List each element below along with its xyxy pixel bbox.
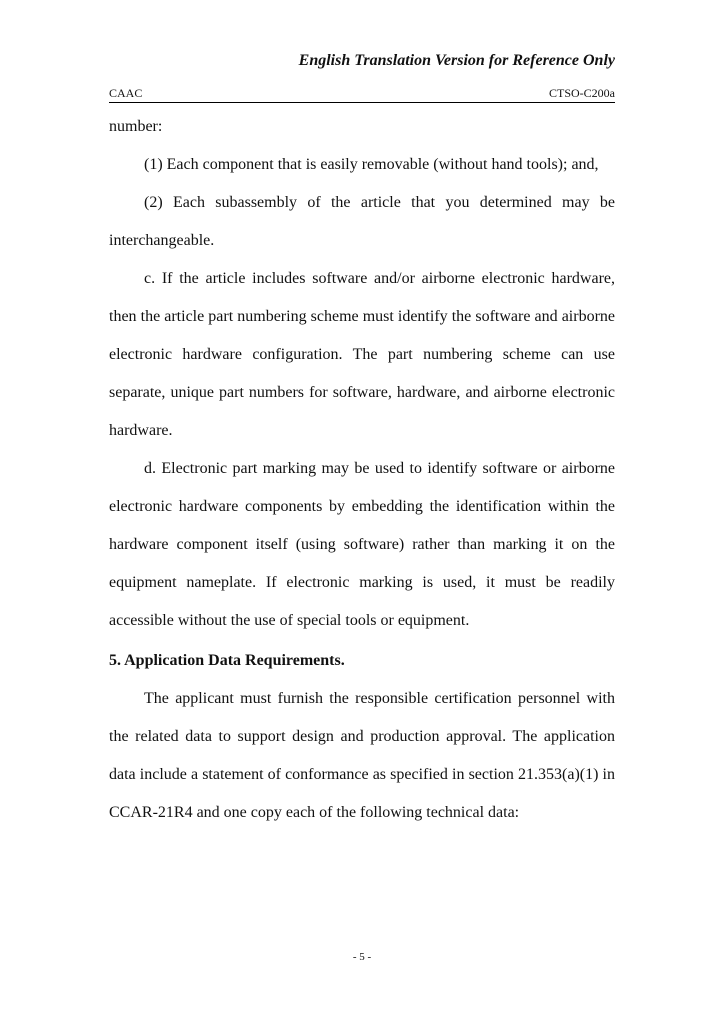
paragraph-c: c. If the article includes software and/or airborne electronic hardware, then the article part numbering scheme must identify the software and airborne electronic hardware configuration. The part numbering scheme can use separate, unique part numbers for software, hardware, and airborne electronic hardware. [109, 270, 615, 439]
section-heading: 5. Application Data Requirements. [109, 652, 345, 669]
header-organization: CAAC [109, 86, 143, 100]
paragraph-application-data: The applicant must furnish the responsible certification personnel with the related data to support design and production approval. The application data include a statement of conformance as specified in section 21.353(a)(1) in CCAR-21R4 and one copy each of the following technical data: [109, 690, 615, 821]
paragraph-d: d. Electronic part marking may be used to identify software or airborne electronic hardware components by embedding the identification within the hardware component itself (using software) rather than marking it on the equipment nameplate. If electronic marking is used, it must be readily accessible without the use of special tools or equipment. [109, 460, 615, 629]
paragraph-continuation: number: [109, 118, 163, 135]
running-header [109, 86, 615, 103]
paragraph-item-1: (1) Each component that is easily removable (without hand tools); and, [144, 156, 599, 173]
paragraph-item-2: (2) Each subassembly of the article that you determined may be interchangeable. [109, 194, 615, 249]
page-number: - 5 - [352, 951, 372, 963]
header-document-id: CTSO-C200a [549, 86, 615, 100]
body-text [109, 108, 615, 832]
translation-note: English Translation Version for Reference Only [298, 52, 615, 69]
